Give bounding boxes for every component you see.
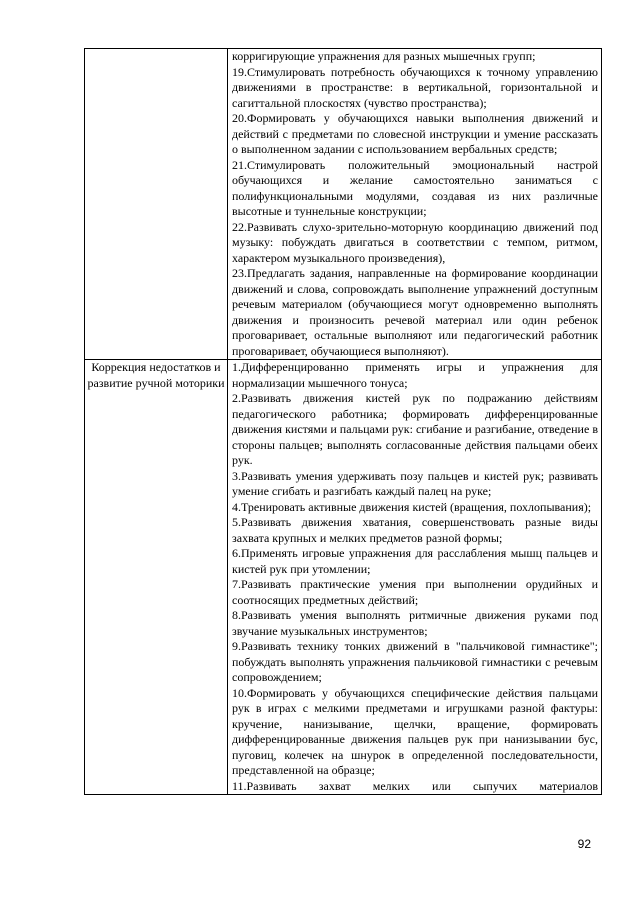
row2-paragraph: 3.Развивать умения удерживать позу пальцев и кистей рук; развивать умение сгибать и разгибать каждый палец на руке; — [232, 468, 598, 498]
row2-label: Коррекция недостатков и развитие ручной моторики — [87, 360, 225, 390]
row2-paragraph: 11.Развивать захват мелких или сыпучих материалов — [232, 778, 598, 793]
row2-paragraph: 4.Тренировать активные движения кистей (вращения, похлопывания); — [232, 499, 592, 514]
row1-paragraph: 22.Развивать слухо-зрительно-моторную координацию движений под музыку: побуждать двигаться в соответствии с темпом, ритмом, характером музыкального произведения), — [232, 219, 598, 265]
content-table — [84, 48, 602, 795]
table-row — [85, 49, 602, 360]
page-number: 92 — [577, 837, 591, 851]
row1-label-cell — [85, 49, 228, 360]
row1-paragraph: корригирующие упражнения для разных мышечных групп; — [232, 49, 536, 63]
row1-paragraph: 19.Стимулировать потребность обучающихся к точному управлению движениями в пространстве: в вертикальной, горизонтальной и сагиттальной плоскостях (чувство пространства); — [232, 64, 598, 110]
row2-paragraph: 2.Развивать движения кистей рук по подражанию действиям педагогического работника; формировать дифференцированные движения кистями и пальцами рук: сгибание и разгибание, отведение в стороны пальцев; выполнять согласованные действия пальцами обеих рук. — [232, 391, 598, 467]
row1-paragraph: 20.Формировать у обучающихся навыки выполнения движений и действий с предметами по словесной инструкции и умение рассказать о выполненном задании с использованием вербальных средств; — [232, 111, 598, 156]
table-row — [85, 360, 602, 795]
row2-paragraph: 6.Применять игровые упражнения для расслабления мышц пальцев и кистей рук при утомлении; — [232, 546, 598, 576]
row1-paragraph: 23.Предлагать задания, направленные на формирование координации движений и слова, сопровождать выполнение упражнений доступным речевым материалом (обучающиеся могут одновременно выполнять движения и произносить речевой материал или один ребенок проговаривает, остальные выполняют или педагогический работник проговаривает, обучающиеся выполняют). — [232, 266, 598, 358]
row2-paragraph: 1.Дифференцированно применять игры и упражнения для нормализации мышечного тонуса; — [232, 360, 598, 390]
row2-paragraph: 5.Развивать движения хватания, совершенствовать разные виды захвата крупных и мелких предметов разной формы; — [232, 515, 598, 545]
row2-paragraph: 9.Развивать технику тонких движений в "пальчиковой гимнастике"; побуждать выполнять упражнения пальчиковой гимнастики с речевым сопровождением; — [232, 639, 598, 684]
row2-content-cell — [228, 360, 602, 795]
row2-paragraph: 10.Формировать у обучающихся специфические действия пальцами рук в играх с мелкими предметами и игрушками разной фактуры: кручение, нанизывание, щелчки, вращение, формировать дифференцированные движения пальцев рук при нанизывании бус, пуговиц, колечек на шнурок в определенной последовательности, представленной на образце; — [232, 685, 598, 777]
row2-label-cell — [85, 360, 228, 795]
row2-paragraph: 8.Развивать умения выполнять ритмичные движения руками под звучание музыкальных инструментов; — [232, 608, 598, 638]
row1-content-cell — [228, 49, 602, 360]
row2-paragraph: 7.Развивать практические умения при выполнении орудийных и соотносящих предметных действий; — [232, 577, 598, 607]
row1-paragraph: 21.Стимулировать положительный эмоциональный настрой обучающихся и желание самостоятельно заниматься с полифункциональными модулями, создавая из них различные высотные и туннельные конструкции; — [232, 157, 598, 218]
